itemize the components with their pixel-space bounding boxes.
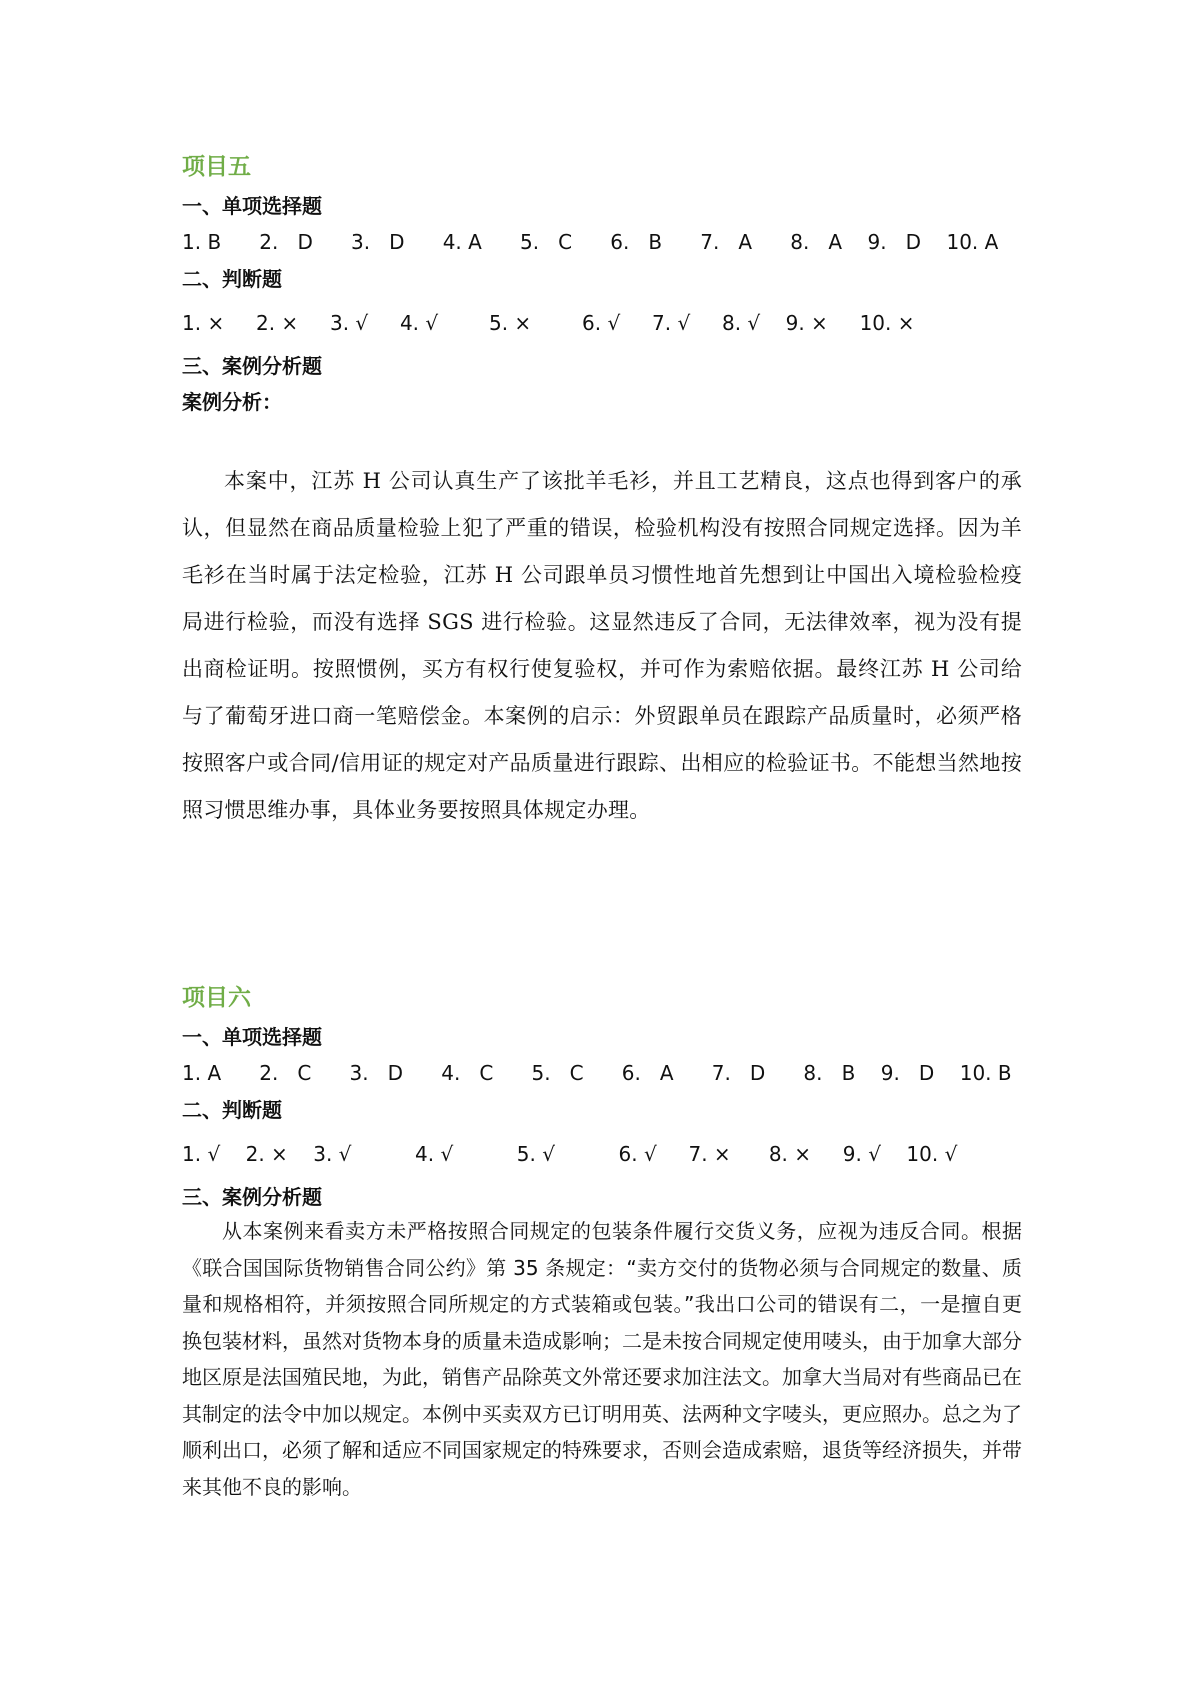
project6-choice-answers: 1. A 2. C 3. D 4. C 5. C 6. A 7. D 8. B 9. D 10. B — [182, 1061, 1012, 1085]
project5-judge-block — [182, 309, 1022, 337]
project5-judge-answers: 1. × 2. × 3. √ 4. √ 5. × 6. √ 7. √ 8. √ 9. × 10. × — [182, 311, 915, 335]
project6-section3-block — [182, 1183, 1022, 1211]
project5-title-block — [182, 152, 1022, 182]
project6-section1-heading: 一、单项选择题 — [182, 1025, 322, 1049]
project6-section3-heading: 三、案例分析题 — [182, 1185, 322, 1209]
project6-judge-block — [182, 1140, 1022, 1168]
project6-section1-block — [182, 1023, 1022, 1051]
project5-title: 项目五 — [182, 154, 251, 180]
project5-section2-heading: 二、判断题 — [182, 267, 282, 291]
project5-case-paragraph: 本案中，江苏 H 公司认真生产了该批羊毛衫，并且工艺精良，这点也得到客户的承认，但显然在商品质量检验上犯了严重的错误，检验机构没有按照合同规定选择。因为羊毛衫在当时属于法定检验，江苏 H 公司跟单员习惯性地首先想到让中国出入境检验检疫局进行检验，而没有选择 SGS 进行检验。这显然违反了合同，无法律效率，视为没有提出商检证明。按照惯例，买方有权行使复验权，并可作为索赔依据。最终江苏 H 公司给与了葡萄牙进口商一笔赔偿金。本案例的启示：外贸跟单员在跟踪产品质量时，必须严格按照客户或合同/信用证的规定对产品质量进行跟踪、出相应的检验证书。不能想当然地按照习惯思维办事，具体业务要按照具体规定办理。 — [182, 469, 1022, 822]
project5-section2-block — [182, 265, 1022, 293]
project5-section1-block — [182, 192, 1022, 220]
project5-case-label-block — [182, 388, 1022, 416]
project6-section2-block — [182, 1096, 1022, 1124]
project5-section3-heading: 三、案例分析题 — [182, 354, 322, 378]
project5-choice-block — [182, 228, 1022, 256]
project5-choice-answers: 1. B 2. D 3. D 4. A 5. C 6. B 7. A 8. A 9. D 10. A — [182, 230, 999, 254]
project5-section1-heading: 一、单项选择题 — [182, 194, 322, 218]
project6-judge-answers: 1. √ 2. × 3. √ 4. √ 5. √ 6. √ 7. × 8. × 9. √ 10. √ — [182, 1142, 958, 1166]
project5-case-label: 案例分析： — [182, 390, 282, 414]
project5-case-block — [182, 458, 1022, 834]
project6-section2-heading: 二、判断题 — [182, 1098, 282, 1122]
project6-choice-block — [182, 1059, 1022, 1087]
project6-title: 项目六 — [182, 985, 251, 1011]
project5-section3-block — [182, 352, 1022, 380]
project6-case-paragraph: 从本案例来看卖方未严格按照合同规定的包装条件履行交货义务，应视为违反合同。根据《联合国国际货物销售合同公约》第 35 条规定：“卖方交付的货物必须与合同规定的数量、质量和规格相符，并须按照合同所规定的方式装箱或包装。”我出口公司的错误有二，一是擅自更换包装材料，虽然对货物本身的质量未造成影响；二是未按合同规定使用唛头，由于加拿大部分地区原是法国殖民地，为此，销售产品除英文外常还要求加注法文。加拿大当局对有些商品已在其制定的法令中加以规定。本例中买卖双方已订明用英、法两种文字唛头，更应照办。总之为了顺利出口，必须了解和适应不同国家规定的特殊要求，否则会造成索赔，退货等经济损失，并带来其他不良的影响。 — [182, 1219, 1022, 1499]
project6-case-block — [182, 1213, 1022, 1505]
project6-title-block — [182, 983, 1022, 1013]
